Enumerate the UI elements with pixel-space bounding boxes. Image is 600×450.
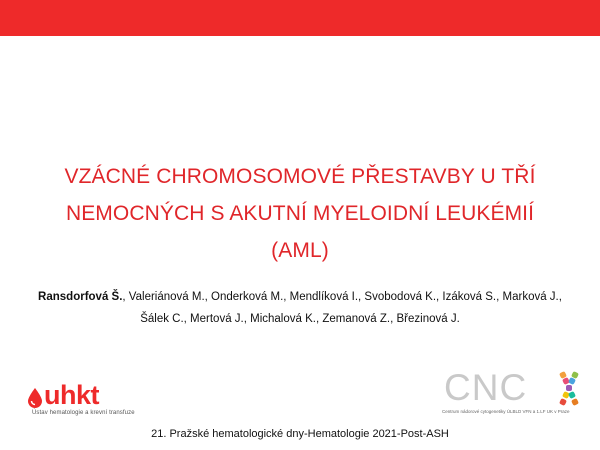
author-list — [20, 286, 580, 330]
author-line-1 — [20, 286, 580, 308]
cnc-subtitle: Centrum nádorové cytogenetiky ÚLBLD VFN a 1.LF UK v Praze — [442, 409, 570, 414]
title-line-2: NEMOCNÝCH S AKUTNÍ MYELOIDNÍ LEUKÉMIÍ — [65, 202, 535, 225]
top-banner-bar — [0, 0, 600, 36]
title-line-1: VZÁCNÉ CHROMOSOMOVÉ PŘESTAVBY U TŘÍ — [64, 165, 536, 188]
uhkt-subtitle: Ústav hematologie a krevní transfuze — [32, 410, 135, 416]
slide-title — [20, 158, 580, 269]
blood-drop-icon — [27, 388, 43, 408]
footer-conference: 21. Pražské hematologické dny-Hematologie 2021-Post-ASH — [151, 428, 449, 440]
chromosome-x-icon — [558, 370, 580, 410]
lead-author: Ransdorfová Š. — [38, 291, 123, 303]
author-line-2: Šálek C., Mertová J., Michalová K., Zemanová Z., Březinová J. — [140, 313, 460, 325]
uhkt-wordmark: uhkt — [44, 380, 99, 410]
cnc-wordmark: CNC — [444, 367, 528, 408]
co-authors-line-1: , Valeriánová M., Onderková M., Mendlíková I., Svobodová K., Izáková S., Marková J., — [122, 291, 562, 303]
cnc-logo — [440, 368, 580, 430]
uhkt-logo — [27, 380, 137, 420]
title-line-3: (AML) — [271, 239, 329, 262]
